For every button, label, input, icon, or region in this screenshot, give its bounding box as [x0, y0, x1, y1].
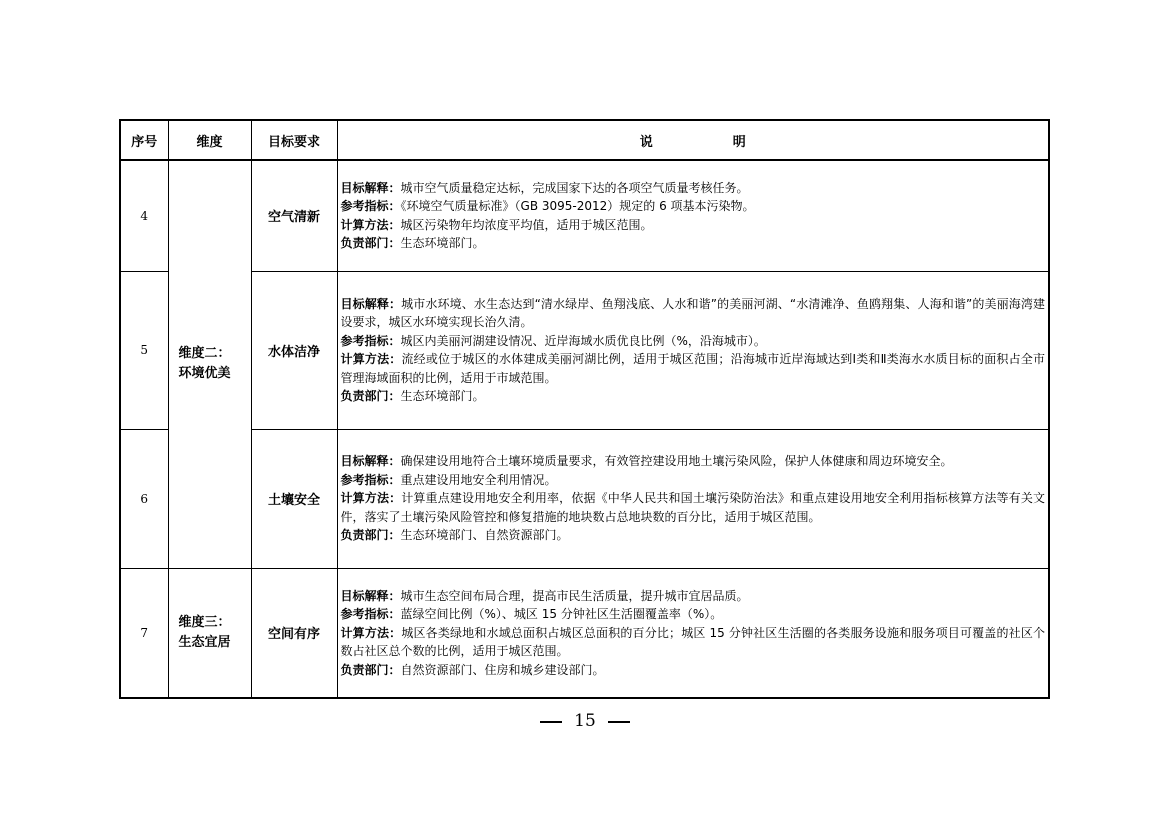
desc-line-department: 负责部门：生态环境部门。	[340, 389, 485, 403]
desc-line-reference: 参考指标：《环境空气质量标准》（GB 3095-2012）规定的 6 项基本污染物。	[340, 199, 755, 214]
desc-line-department: 负责部门：生态环境部门、自然资源部门。	[340, 528, 569, 543]
desc-line-method: 计算方法：计算重点建设用地安全利用率，依据《中华人民共和国土壤污染防治法》和重点建设用地安全利用指标核算方法等有关文件，落实了土壤污染风险管控和修复措施的地块数占总地块数的百分比，适用于城区范围。	[340, 491, 1045, 524]
desc-line-explanation: 目标解释：城市水环境、水生态达到“清水绿岸、鱼翔浅底、人水和谐”的美丽河湖、“水清滩净、鱼鸥翔集、人海和谐”的美丽海湾建设要求，城区水环境实现长治久清。	[340, 296, 1045, 329]
goal-cell: 水体洁净	[251, 271, 337, 429]
header-description	[337, 120, 1049, 160]
desc-line-reference: 参考指标：城区内美丽河湖建设情况、近岸海域水质优良比例（%，沿海城市）。	[340, 333, 766, 348]
row-number: 5	[120, 271, 168, 429]
desc-line-method: 计算方法：城区污染物年均浓度平均值，适用于城区范围。	[340, 217, 653, 232]
table-row	[120, 568, 1049, 698]
table-row	[120, 429, 1049, 568]
dash-left	[540, 721, 562, 723]
dimension-label-line2: 环境优美	[178, 366, 231, 382]
table-row	[120, 160, 1049, 271]
desc-line-department: 负责部门：生态环境部门。	[340, 236, 485, 251]
dimension-label-line1: 维度二：	[178, 346, 231, 362]
goal-cell: 空间有序	[251, 568, 337, 698]
desc-line-department: 负责部门：自然资源部门、住房和城乡建设部门。	[340, 662, 605, 677]
description-cell	[337, 160, 1049, 271]
description-cell	[337, 429, 1049, 568]
desc-line-method: 计算方法：城区各类绿地和水域总面积占城区总面积的百分比；城区 15 分钟社区生活圈的各类服务设施和服务项目可覆盖的社区个数占社区总个数的比例，适用于城区范围。	[340, 625, 1045, 658]
row-number: 6	[120, 429, 168, 568]
description-cell	[337, 568, 1049, 698]
header-no: 序号	[120, 120, 168, 160]
row-number: 7	[120, 568, 168, 698]
desc-line-reference: 参考指标：重点建设用地安全利用情况。	[340, 472, 557, 487]
dimension-label-line1: 维度三：	[178, 614, 231, 630]
dimension-cell	[168, 160, 251, 568]
dimension-label-line2: 生态宜居	[178, 634, 231, 650]
description-cell	[337, 271, 1049, 429]
header-description-left: 说	[639, 134, 653, 150]
desc-line-explanation: 目标解释：确保建设用地符合土壤环境质量要求，有效管控建设用地土壤污染风险，保护人体健康和周边环境安全。	[340, 454, 953, 469]
header-description-right: 明	[732, 134, 746, 150]
goal-cell: 空气清新	[251, 160, 337, 271]
header-dimension: 维度	[168, 120, 251, 160]
desc-line-reference: 参考指标：蓝绿空间比例（%）、城区 15 分钟社区生活圈覆盖率（%）。	[340, 607, 723, 621]
table-header-row	[120, 120, 1049, 160]
table-row	[120, 271, 1049, 429]
indicator-table	[119, 119, 1050, 699]
header-goal: 目标要求	[251, 120, 337, 160]
goal-cell: 土壤安全	[251, 429, 337, 568]
desc-line-method: 计算方法：流经或位于城区的水体建成美丽河湖比例，适用于城区范围；沿海城市近岸海域达到Ⅰ类和Ⅱ类海水水质目标的面积占全市管理海域面积的比例，适用于市域范围。	[340, 352, 1045, 385]
page-number	[0, 711, 1170, 731]
desc-line-explanation: 目标解释：城市生态空间布局合理，提高市民生活质量，提升城市宜居品质。	[340, 588, 749, 603]
dash-right	[608, 721, 630, 723]
dimension-cell	[168, 568, 251, 698]
desc-line-explanation: 目标解释：城市空气质量稳定达标，完成国家下达的各项空气质量考核任务。	[340, 180, 749, 195]
page-number-value: 15	[574, 711, 596, 731]
row-number: 4	[120, 160, 168, 271]
